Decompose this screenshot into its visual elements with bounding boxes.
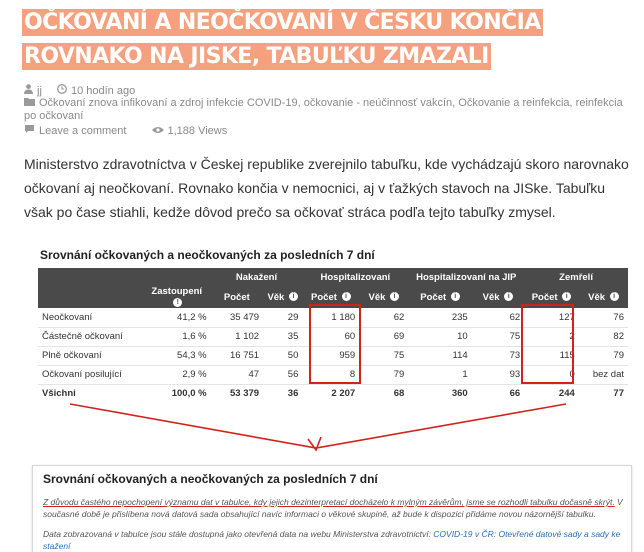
table-row: Částečně očkovaní 1,6 % 1 102 35 60 69 10 75 2 82: [38, 327, 628, 346]
table-row: Očkovaní posilující 2,9 % 47 56 8 79 1 93 0 bez dat: [38, 365, 628, 384]
group-header: Hospitalizovaní: [302, 268, 408, 286]
user-icon: [24, 84, 33, 98]
open-data-link[interactable]: COVID-19 v ČR: Otevřené datové sady a sady ke stažení: [43, 529, 621, 551]
hospitalized-highlight-box: [309, 304, 361, 384]
post-time: 10 hodín ago: [70, 85, 136, 97]
notice-title: Srovnání očkovaných a neočkovaných za posledních 7 dní: [43, 472, 378, 486]
table-row: Neočkovaní 41,2 % 35 479 29 1 180 62 235 62 127 76: [38, 308, 628, 327]
post-meta-comments: [24, 124, 227, 138]
group-header: Hospitalizovaní na JIP: [408, 268, 524, 286]
category-links[interactable]: Očkovaní znova infikovaní a zdroj infekcie COVID-19, očkovanie - neúčinnosť vakcín, Očkovanie a reinfekcia, reinfekcia po očkovaní: [24, 97, 623, 122]
column-header: Počet i: [302, 286, 359, 308]
column-header: Věk i: [472, 286, 524, 308]
column-header: Věk i: [359, 286, 408, 308]
info-icon: i: [342, 292, 351, 301]
notice-text: [43, 496, 628, 520]
info-icon: i: [610, 292, 619, 301]
info-icon: i: [562, 292, 571, 301]
post-title-wrap: [22, 6, 624, 74]
notice-source: Data zobrazovaná v tabulce jsou stále dostupná jako otevřená data na webu Ministerstva zdravotnictví: COVID-19 v ČR: Otevřené datové sady a sady ke stažení: [43, 529, 621, 551]
author-link[interactable]: jj: [37, 85, 42, 97]
table-row: Plně očkovaní 54,3 % 16 751 50 959 75 114 73 115 79: [38, 346, 628, 365]
column-header: Počet i: [408, 286, 471, 308]
clock-icon: [57, 84, 67, 98]
table-title: Srovnání očkovaných a neočkovaných za posledních 7 dní: [40, 248, 375, 262]
group-header: Nakažení: [211, 268, 303, 286]
notice-rest: V současné době je přislíbena nová datová sada obsahující navíc informaci o věkové skupině, až bude k dispozici přidáme novou názornější tabulku.: [43, 497, 623, 519]
post-title: OČKOVANÍ A NEOČKOVANÍ V ČESKU KONČIA ROVNAKO NA JISKE, TABUĽKU ZMAZALI: [24, 10, 541, 69]
post-meta-author: [24, 84, 135, 98]
embedded-screenshot: [30, 240, 634, 552]
removed-table-notice: [32, 465, 632, 552]
folder-icon: [24, 97, 35, 110]
deaths-highlight-box: [521, 304, 574, 384]
group-header: Zemřelí: [524, 268, 628, 286]
post-categories: [24, 97, 634, 123]
post-intro: Ministerstvo zdravotníctva v Českej republike zverejnilo tabuľku, kde vychádzajú skoro narovnako očkovaní aj neočkovaní. Rovnako končia v nemocnici, aj v ťažkých stavoch na JISke. Tabuľku však po čase stiahli, kedže dôvod prečo sa očkovať stráca podľa tejto tabuľky zmysel.: [24, 156, 629, 220]
table-total-row: Všichni 100,0 % 53 379 36 2 207 68 360 66 244 77: [42, 388, 624, 400]
share-header: Zastoupení !: [143, 286, 211, 308]
warning-icon: !: [173, 298, 182, 307]
info-icon: i: [390, 292, 399, 301]
comment-icon: [24, 124, 35, 138]
leave-comment-link[interactable]: Leave a comment: [39, 125, 127, 137]
eye-icon: [152, 125, 164, 138]
column-header: Věk i: [579, 286, 628, 308]
column-header: Věk i: [263, 286, 302, 308]
info-icon: i: [289, 292, 298, 301]
views-count: 1,188 Views: [167, 125, 228, 137]
column-header: Počet: [211, 286, 263, 308]
info-icon: i: [504, 292, 513, 301]
info-icon: i: [451, 292, 460, 301]
column-header: Počet i: [524, 286, 579, 308]
notice-highlight: Z důvodu častého nepochopení významu dat v tabulce, kdy jejich dezinterpretací docházelo k mylným závěrům, jsme se rozhodli tabulku dočasně skrýt.: [43, 497, 615, 507]
